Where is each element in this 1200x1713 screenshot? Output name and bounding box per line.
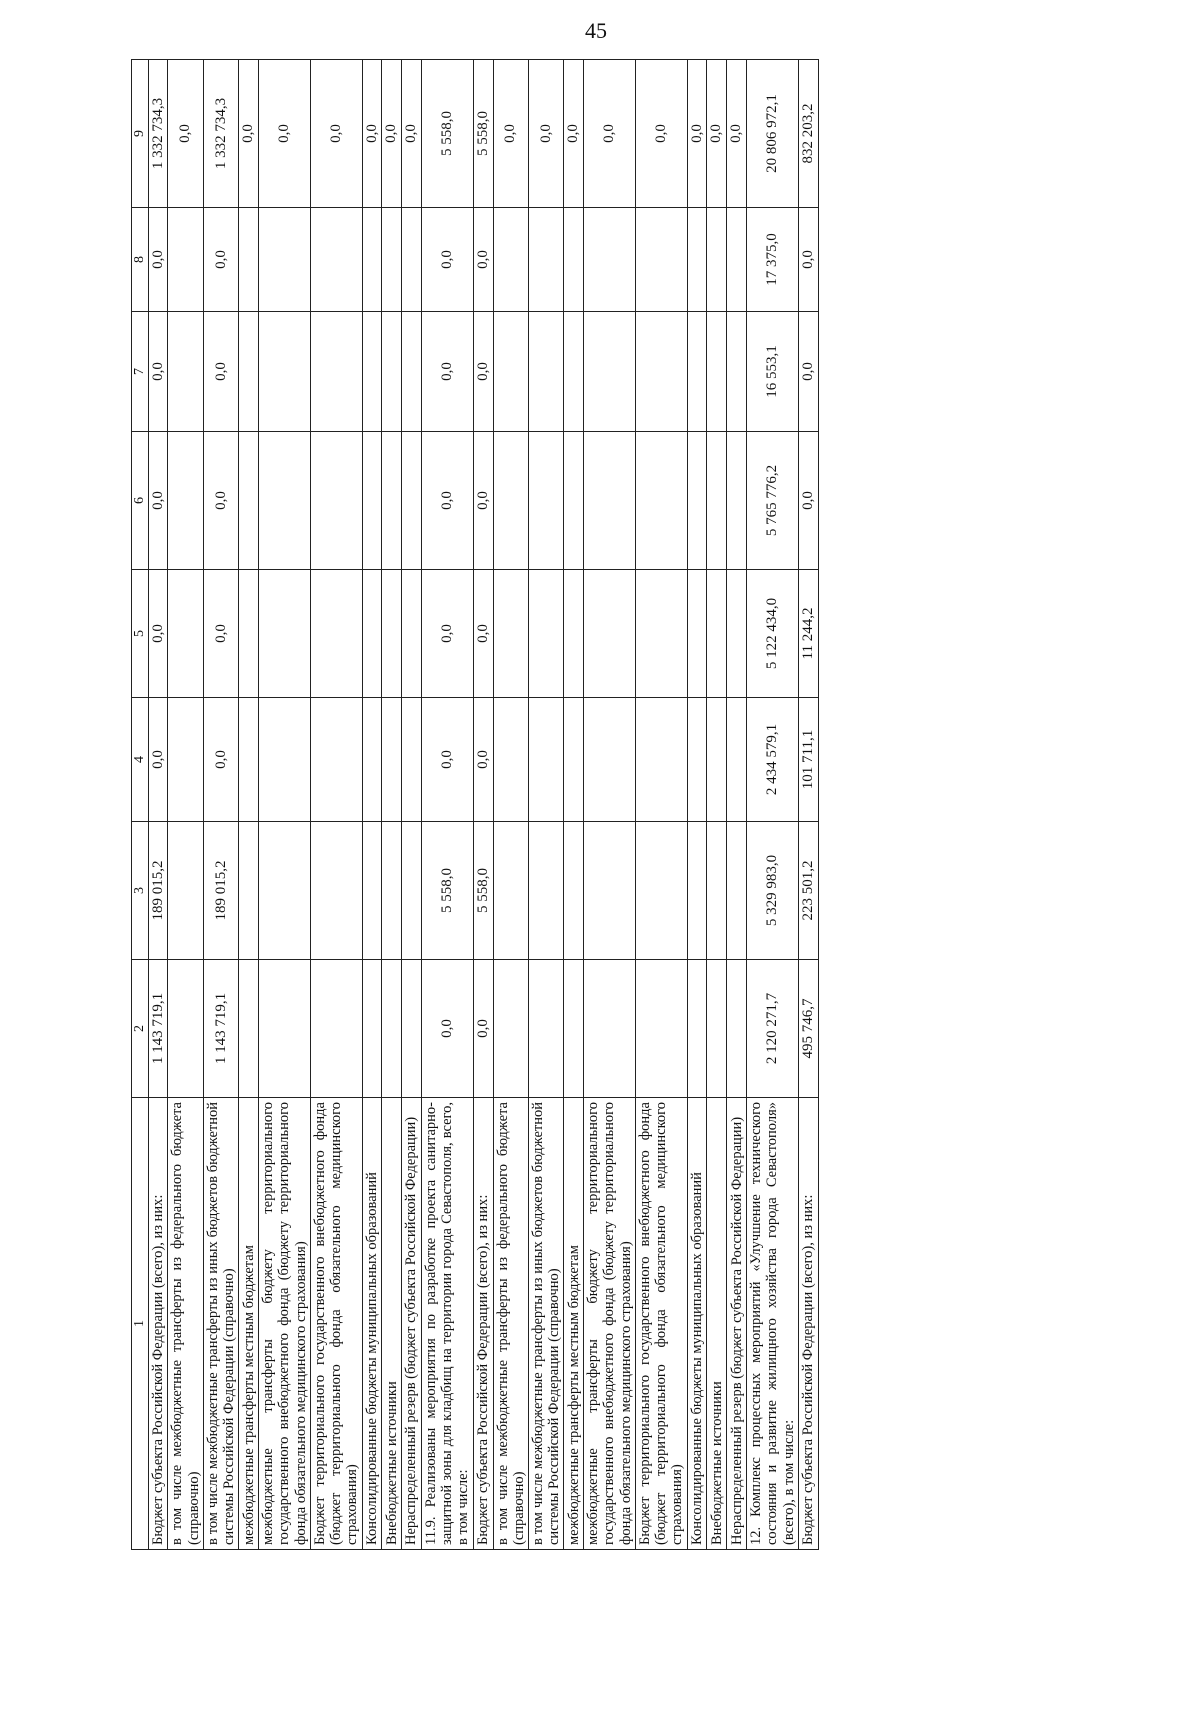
cell-col-2 (239, 960, 259, 1098)
cell-col-8 (493, 208, 528, 312)
cell-col-8 (635, 208, 687, 312)
cell-col-8 (564, 208, 584, 312)
table-row (493, 60, 528, 1550)
row-label: в том числе межбюджетные трансферты из иных бюджетов бюджетной системы Российской Федерации (справочно) (203, 1098, 238, 1550)
cell-col-6: 0,0 (422, 432, 474, 570)
table-row (584, 60, 636, 1550)
cell-col-2: 1 143 719,1 (203, 960, 238, 1098)
cell-col-8 (707, 208, 727, 312)
cell-col-3: 189 015,2 (148, 822, 168, 960)
cell-col-5 (687, 570, 707, 698)
table-row (422, 60, 474, 1550)
column-header-8: 8 (132, 208, 149, 312)
row-label: 11.9. Реализованы мероприятия по разработке проекта санитарно-защитной зоны для кладбищ на территории города Севастополя, всего, в том числе: (422, 1098, 474, 1550)
cell-col-2: 495 746,7 (798, 960, 818, 1098)
cell-col-2 (493, 960, 528, 1098)
rotated-table-container (131, 60, 1131, 1550)
cell-col-4 (707, 698, 727, 822)
cell-col-9: 5 558,0 (422, 60, 474, 208)
table-row (239, 60, 259, 1550)
cell-col-6 (635, 432, 687, 570)
cell-col-7: 0,0 (798, 312, 818, 432)
column-header-6: 6 (132, 432, 149, 570)
cell-col-5 (493, 570, 528, 698)
cell-col-8 (584, 208, 636, 312)
table-row (402, 60, 422, 1550)
cell-col-9: 1 332 734,3 (203, 60, 238, 208)
cell-col-5 (382, 570, 402, 698)
table-row (362, 60, 382, 1550)
row-label: межбюджетные трансферты бюджету территориального государственного внебюджетного фонда (бюджету территориального фонда обязательного медицинского страхования) (259, 1098, 311, 1550)
cell-col-2: 0,0 (473, 960, 493, 1098)
cell-col-5 (707, 570, 727, 698)
cell-col-4 (168, 698, 203, 822)
cell-col-9: 0,0 (493, 60, 528, 208)
cell-col-9: 0,0 (239, 60, 259, 208)
cell-col-2 (687, 960, 707, 1098)
cell-col-8 (239, 208, 259, 312)
cell-col-7 (707, 312, 727, 432)
cell-col-7 (362, 312, 382, 432)
row-label: межбюджетные трансферты местным бюджетам (564, 1098, 584, 1550)
row-label: Нераспределенный резерв (бюджет субъекта Российской Федерации) (727, 1098, 747, 1550)
cell-col-4 (687, 698, 707, 822)
cell-col-3 (168, 822, 203, 960)
cell-col-7 (259, 312, 311, 432)
cell-col-4 (727, 698, 747, 822)
cell-col-2 (584, 960, 636, 1098)
cell-col-9: 5 558,0 (473, 60, 493, 208)
cell-col-8 (528, 208, 563, 312)
column-header-5: 5 (132, 570, 149, 698)
cell-col-9: 0,0 (382, 60, 402, 208)
cell-col-7 (584, 312, 636, 432)
budget-table (131, 59, 819, 1550)
cell-col-5 (168, 570, 203, 698)
cell-col-5 (310, 570, 362, 698)
cell-col-8: 0,0 (798, 208, 818, 312)
row-label: межбюджетные трансферты бюджету территориального государственного внебюджетного фонда (бюджету территориального фонда обязательного медицинского страхования) (584, 1098, 636, 1550)
cell-col-9: 0,0 (727, 60, 747, 208)
cell-col-2 (310, 960, 362, 1098)
row-label: в том числе межбюджетные трансферты из иных бюджетов бюджетной системы Российской Федерации (справочно) (528, 1098, 563, 1550)
cell-col-7: 0,0 (473, 312, 493, 432)
cell-col-6 (402, 432, 422, 570)
cell-col-3 (402, 822, 422, 960)
cell-col-5 (239, 570, 259, 698)
cell-col-4: 0,0 (473, 698, 493, 822)
cell-col-9: 0,0 (259, 60, 311, 208)
row-label: Бюджет территориального государственного внебюджетного фонда (бюджет территориального фонда обязательного медицинского страхования) (635, 1098, 687, 1550)
table-row (168, 60, 203, 1550)
page-number: 45 (585, 18, 607, 43)
cell-col-9: 0,0 (402, 60, 422, 208)
cell-col-6 (168, 432, 203, 570)
cell-col-5: 0,0 (422, 570, 474, 698)
cell-col-2 (635, 960, 687, 1098)
cell-col-9: 0,0 (687, 60, 707, 208)
cell-col-4 (239, 698, 259, 822)
table-row (707, 60, 727, 1550)
cell-col-8: 0,0 (203, 208, 238, 312)
table-row (687, 60, 707, 1550)
row-label: Бюджет субъекта Российской Федерации (всего), из них: (148, 1098, 168, 1550)
column-header-9: 9 (132, 60, 149, 208)
cell-col-7 (687, 312, 707, 432)
table-row (564, 60, 584, 1550)
cell-col-4 (362, 698, 382, 822)
cell-col-2 (707, 960, 727, 1098)
table-body (148, 60, 818, 1550)
cell-col-2 (168, 960, 203, 1098)
cell-col-5 (635, 570, 687, 698)
cell-col-6 (528, 432, 563, 570)
cell-col-8 (310, 208, 362, 312)
cell-col-2 (382, 960, 402, 1098)
cell-col-4 (402, 698, 422, 822)
cell-col-2 (259, 960, 311, 1098)
cell-col-3: 5 558,0 (473, 822, 493, 960)
cell-col-6: 5 765 776,2 (747, 432, 799, 570)
cell-col-4 (635, 698, 687, 822)
cell-col-7 (564, 312, 584, 432)
row-label: Бюджет субъекта Российской Федерации (всего), из них: (473, 1098, 493, 1550)
cell-col-2 (564, 960, 584, 1098)
cell-col-7 (402, 312, 422, 432)
cell-col-8 (259, 208, 311, 312)
row-label: Бюджет субъекта Российской Федерации (всего), из них: (798, 1098, 818, 1550)
table-row (148, 60, 168, 1550)
cell-col-6 (564, 432, 584, 570)
cell-col-3 (584, 822, 636, 960)
cell-col-6 (687, 432, 707, 570)
cell-col-5 (528, 570, 563, 698)
cell-col-5: 5 122 434,0 (747, 570, 799, 698)
cell-col-4: 0,0 (422, 698, 474, 822)
cell-col-5: 0,0 (148, 570, 168, 698)
cell-col-7: 0,0 (203, 312, 238, 432)
cell-col-4 (528, 698, 563, 822)
cell-col-7 (493, 312, 528, 432)
cell-col-8 (168, 208, 203, 312)
cell-col-3 (687, 822, 707, 960)
column-header-1: 1 (132, 1098, 149, 1550)
cell-col-6: 0,0 (203, 432, 238, 570)
cell-col-5 (402, 570, 422, 698)
cell-col-4 (310, 698, 362, 822)
cell-col-3 (564, 822, 584, 960)
cell-col-6 (239, 432, 259, 570)
cell-col-6 (382, 432, 402, 570)
cell-col-7 (635, 312, 687, 432)
cell-col-2 (528, 960, 563, 1098)
cell-col-4 (493, 698, 528, 822)
cell-col-8 (402, 208, 422, 312)
cell-col-6 (259, 432, 311, 570)
cell-col-6 (493, 432, 528, 570)
row-label: в том числе межбюджетные трансферты из федерального бюджета (справочно) (493, 1098, 528, 1550)
cell-col-3 (362, 822, 382, 960)
cell-col-4: 0,0 (148, 698, 168, 822)
table-row (259, 60, 311, 1550)
cell-col-9: 0,0 (707, 60, 727, 208)
cell-col-2 (402, 960, 422, 1098)
cell-col-3 (310, 822, 362, 960)
cell-col-5 (584, 570, 636, 698)
row-label: Нераспределенный резерв (бюджет субъекта Российской Федерации) (402, 1098, 422, 1550)
cell-col-3 (727, 822, 747, 960)
cell-col-8: 0,0 (473, 208, 493, 312)
cell-col-6: 0,0 (798, 432, 818, 570)
cell-col-3: 5 558,0 (422, 822, 474, 960)
column-header-3: 3 (132, 822, 149, 960)
cell-col-9: 0,0 (528, 60, 563, 208)
column-header-4: 4 (132, 698, 149, 822)
cell-col-6: 0,0 (473, 432, 493, 570)
cell-col-9: 0,0 (362, 60, 382, 208)
table-row (798, 60, 818, 1550)
table-row (382, 60, 402, 1550)
row-label: межбюджетные трансферты местным бюджетам (239, 1098, 259, 1550)
row-label: Консолидированные бюджеты муниципальных образований (687, 1098, 707, 1550)
row-label: Внебюджетные источники (707, 1098, 727, 1550)
cell-col-7: 0,0 (148, 312, 168, 432)
row-label: Бюджет территориального государственного внебюджетного фонда (бюджет территориального фонда обязательного медицинского страхования) (310, 1098, 362, 1550)
cell-col-9: 832 203,2 (798, 60, 818, 208)
table-row (473, 60, 493, 1550)
cell-col-5: 0,0 (203, 570, 238, 698)
cell-col-2 (727, 960, 747, 1098)
cell-col-4 (584, 698, 636, 822)
cell-col-3: 189 015,2 (203, 822, 238, 960)
table-header-row (132, 60, 149, 1550)
row-label: 12. Комплекс процессных мероприятий «Улучшение технического состояния и развитие жилищного хозяйства города Севастополя» (всего), в том числе: (747, 1098, 799, 1550)
cell-col-6 (727, 432, 747, 570)
cell-col-8 (382, 208, 402, 312)
cell-col-3 (635, 822, 687, 960)
cell-col-6 (362, 432, 382, 570)
cell-col-3: 5 329 983,0 (747, 822, 799, 960)
cell-col-4 (564, 698, 584, 822)
cell-col-5 (727, 570, 747, 698)
cell-col-6 (310, 432, 362, 570)
table-row (203, 60, 238, 1550)
cell-col-8: 17 375,0 (747, 208, 799, 312)
cell-col-7 (727, 312, 747, 432)
cell-col-9: 1 332 734,3 (148, 60, 168, 208)
cell-col-6: 0,0 (148, 432, 168, 570)
row-label: Внебюджетные источники (382, 1098, 402, 1550)
cell-col-7: 0,0 (422, 312, 474, 432)
cell-col-5 (259, 570, 311, 698)
cell-col-7 (382, 312, 402, 432)
cell-col-7 (168, 312, 203, 432)
cell-col-8 (687, 208, 707, 312)
cell-col-9: 0,0 (635, 60, 687, 208)
cell-col-2: 0,0 (422, 960, 474, 1098)
cell-col-7 (239, 312, 259, 432)
cell-col-3 (493, 822, 528, 960)
table-row (528, 60, 563, 1550)
cell-col-7 (310, 312, 362, 432)
cell-col-3 (707, 822, 727, 960)
table-row (635, 60, 687, 1550)
table-row (727, 60, 747, 1550)
column-header-2: 2 (132, 960, 149, 1098)
table-row (310, 60, 362, 1550)
cell-col-2: 2 120 271,7 (747, 960, 799, 1098)
cell-col-5 (564, 570, 584, 698)
cell-col-4: 2 434 579,1 (747, 698, 799, 822)
cell-col-8: 0,0 (148, 208, 168, 312)
cell-col-3 (259, 822, 311, 960)
cell-col-4 (382, 698, 402, 822)
cell-col-6 (584, 432, 636, 570)
cell-col-3 (528, 822, 563, 960)
cell-col-8 (362, 208, 382, 312)
row-label: Консолидированные бюджеты муниципальных образований (362, 1098, 382, 1550)
cell-col-8 (727, 208, 747, 312)
cell-col-2: 1 143 719,1 (148, 960, 168, 1098)
cell-col-7 (528, 312, 563, 432)
cell-col-5: 11 244,2 (798, 570, 818, 698)
column-header-7: 7 (132, 312, 149, 432)
cell-col-9: 20 806 972,1 (747, 60, 799, 208)
row-label: в том числе межбюджетные трансферты из федерального бюджета (справочно) (168, 1098, 203, 1550)
cell-col-9: 0,0 (564, 60, 584, 208)
cell-col-5 (362, 570, 382, 698)
cell-col-3 (382, 822, 402, 960)
cell-col-8: 0,0 (422, 208, 474, 312)
cell-col-4 (259, 698, 311, 822)
cell-col-9: 0,0 (310, 60, 362, 208)
cell-col-3: 223 501,2 (798, 822, 818, 960)
cell-col-6 (707, 432, 727, 570)
cell-col-9: 0,0 (584, 60, 636, 208)
cell-col-7: 16 553,1 (747, 312, 799, 432)
cell-col-9: 0,0 (168, 60, 203, 208)
table-row (747, 60, 799, 1550)
cell-col-2 (362, 960, 382, 1098)
cell-col-3 (239, 822, 259, 960)
cell-col-4: 101 711,1 (798, 698, 818, 822)
cell-col-5: 0,0 (473, 570, 493, 698)
cell-col-4: 0,0 (203, 698, 238, 822)
